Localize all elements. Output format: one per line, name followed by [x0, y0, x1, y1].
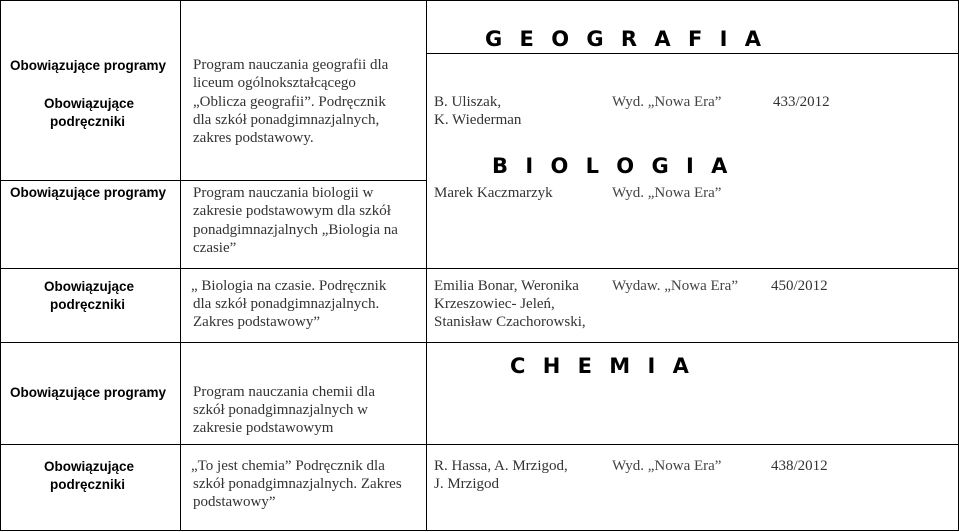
table-border-top — [0, 0, 959, 1]
biologia-program-author: Marek Kaczmarzyk — [434, 185, 553, 201]
table-border-left — [0, 0, 1, 531]
column-divider — [180, 0, 181, 531]
row-divider — [0, 180, 426, 181]
biologia-program: ponadgimnazjalnych „Biologia na — [193, 222, 398, 238]
biologia-authors: Emilia Bonar, Weronika — [434, 278, 579, 294]
biologia-textbook: „ Biologia na czasie. Podręcznik — [191, 278, 387, 294]
geografia-authors: K. Wiederman — [434, 112, 522, 128]
biologia-authors: Stanisław Czachorowski, — [434, 314, 586, 330]
biologia-textbook: dla szkół ponadgimnazjalnych. — [193, 296, 380, 312]
label-textbooks: podręczniki — [50, 297, 126, 312]
chemia-publisher: Wyd. „Nowa Era” — [612, 458, 722, 474]
biologia-program: Program nauczania biologii w — [193, 185, 374, 201]
chemia-number: 438/2012 — [771, 458, 828, 474]
biologia-textbook: Zakres podstawowy” — [193, 314, 321, 330]
subject-title-biologia: B I O L O G I A — [492, 154, 733, 178]
geografia-program: liceum ogólnokształcącego — [193, 75, 356, 91]
chemia-textbook: szkół ponadgimnazjalnych. Zakres — [193, 476, 402, 492]
chemia-authors: R. Hassa, A. Mrzigod, — [434, 458, 568, 474]
biologia-program-publisher: Wyd. „Nowa Era” — [612, 185, 722, 201]
label-textbooks: podręczniki — [50, 477, 126, 492]
geografia-authors: B. Uliszak, — [434, 94, 502, 110]
subject-title-chemia: C H E M I A — [510, 354, 694, 378]
geografia-textbook: zakres podstawowy. — [193, 130, 314, 146]
chemia-textbook: podstawowy” — [193, 494, 276, 510]
biologia-authors: Krzeszowiec- Jeleń, — [434, 296, 555, 312]
label-programs: Obowiązujące programy — [10, 185, 167, 200]
label-textbooks: podręczniki — [50, 114, 126, 129]
geografia-program: Program nauczania geografii dla — [193, 57, 389, 73]
row-divider — [0, 342, 959, 343]
biologia-publisher: Wydaw. „Nowa Era” — [612, 278, 738, 294]
biologia-number: 450/2012 — [771, 278, 828, 294]
biologia-program: zakresie podstawowym dla szkół — [193, 203, 391, 219]
geografia-textbook: dla szkół ponadgimnazjalnych, — [193, 112, 380, 128]
label-textbooks: Obowiązujące — [44, 279, 135, 294]
geografia-publisher: Wyd. „Nowa Era” — [612, 94, 722, 110]
chemia-program: zakresie podstawowym — [193, 420, 334, 436]
table-border-bottom — [0, 530, 959, 531]
row-divider — [0, 444, 959, 445]
chemia-program: Program nauczania chemii dla — [193, 384, 376, 400]
geografia-number: 433/2012 — [773, 94, 830, 110]
chemia-authors: J. Mrzigod — [434, 476, 499, 492]
biologia-program: czasie” — [193, 240, 237, 256]
label-textbooks: Obowiązujące — [44, 96, 135, 111]
row-divider — [0, 268, 959, 269]
geografia-textbook: „Oblicza geografii”. Podręcznik — [193, 94, 386, 110]
label-programs: Obowiązujące programy — [10, 58, 167, 73]
row-divider — [426, 53, 959, 54]
label-programs: Obowiązujące programy — [10, 385, 167, 400]
label-textbooks: Obowiązujące — [44, 459, 135, 474]
chemia-program: szkół ponadgimnazjalnych w — [193, 402, 368, 418]
column-divider — [426, 0, 427, 531]
chemia-textbook: „To jest chemia” Podręcznik dla — [191, 458, 385, 474]
subject-title-geografia: G E O G R A F I A — [485, 27, 766, 51]
